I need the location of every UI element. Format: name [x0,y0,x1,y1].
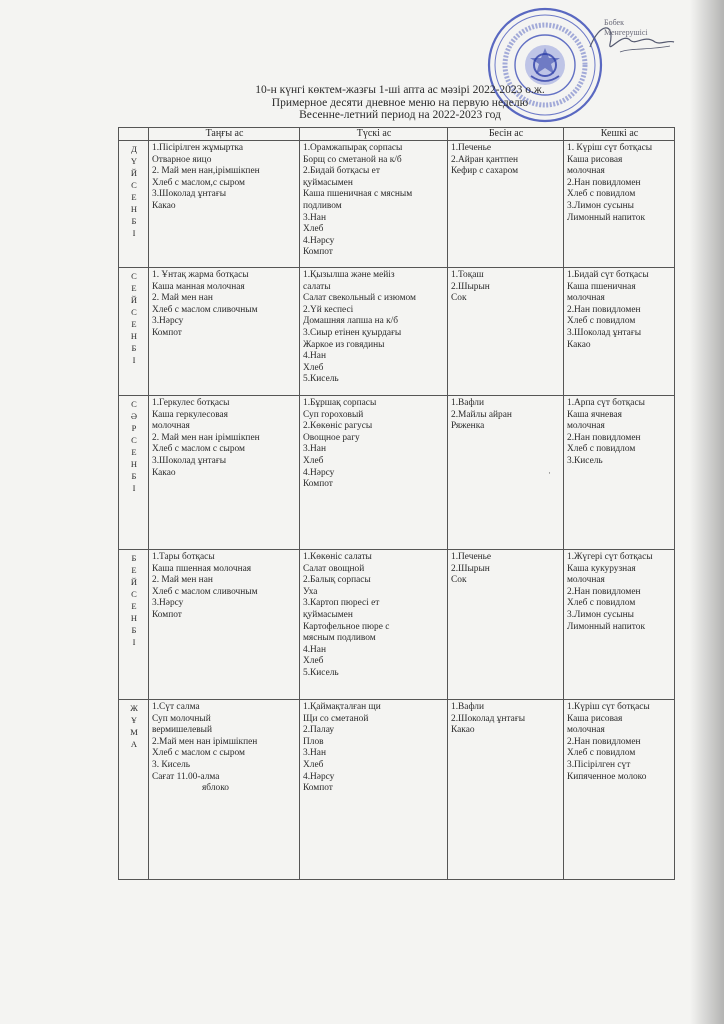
menu-line: 3.Шоколад ұнтағы [567,327,641,338]
menu-line: Лимонный напиток [567,621,645,632]
menu-line: Какао [152,200,176,211]
menu-line: 1.Тары ботқасы [152,552,215,562]
day-letter: С [131,180,137,190]
dinner-cell [564,268,675,396]
menu-line: 1.Сүт салма [152,702,200,712]
menu-line: Каша рисовая [567,713,623,724]
menu-line: молочная [567,725,605,736]
menu-line: Суп гороховый [303,409,364,420]
menu-line: Хлеб [303,455,324,466]
menu-line: 1.Тоқаш [451,270,484,280]
breakfast-cell [149,141,300,268]
menu-line: 2.Майлы айран [451,409,512,420]
menu-line: қуймасымен [303,609,353,620]
table-row [119,268,675,396]
menu-line: Компот [303,247,333,258]
table-row [119,550,675,700]
menu-line: Каша манная молочная [152,281,245,292]
lunch-cell [300,141,448,268]
menu-line: Хлеб [303,759,324,770]
menu-line: 3.Картоп пюресі ет [303,598,380,609]
menu-line: 3.Сиыр етінен қуырдағы [303,327,402,338]
day-letter: Й [130,168,138,178]
dinner-cell [564,141,675,268]
menu-line: Жаркое из говядины [303,339,385,350]
menu-line: Каша пшеничная с мясным [303,189,413,200]
menu-line: 3.Нәрсу [152,598,184,609]
header-row [119,128,675,141]
menu-line: молочная [567,293,605,304]
menu-line: Хлеб с маслом сливочным [152,304,258,315]
menu-line: 3. Кисель [152,759,191,770]
menu-line: Уха [303,586,318,597]
menu-line: Плов [303,736,324,747]
menu-line: 4.Нәрсу [303,467,335,478]
lunch-cell [300,700,448,880]
day-cell [119,550,149,700]
menu-line: 4.Нәрсу [303,771,335,782]
menu-line: 3.Нан [303,212,326,223]
day-letter: І [132,637,136,647]
day-letter: Б [131,343,137,353]
menu-line: 1.Печенье [451,143,492,153]
menu-line: Кипяченное молоко [567,771,647,782]
menu-line: 1.Қаймақталған щи [303,702,381,712]
menu-line: молочная [567,421,605,432]
lunch-cell [300,550,448,700]
menu-line: 1. Ұнтақ жарма ботқасы [152,270,249,280]
menu-line: Сок [451,575,467,586]
menu-line: 3.Лимон сусыны [567,609,634,620]
header-day [119,128,149,141]
menu-line: Сок [451,293,467,304]
menu-line: 2.Нан повидломен [567,586,641,597]
day-letter: А [130,739,138,749]
menu-line: 2. Май мен нан [152,575,213,586]
menu-table [118,127,675,880]
day-letter: Й [130,577,138,587]
menu-line: Щи со сметаной [303,713,369,724]
day-letter: Ә [130,411,138,421]
menu-line: 5.Кисель [303,667,339,678]
day-letter: С [131,399,137,409]
snack-cell [448,141,564,268]
menu-line: подливом [303,200,342,211]
day-letter: Ж [130,703,138,713]
day-letter: Ү [130,156,138,166]
day-letter: С [131,589,137,599]
day-letter: С [131,435,137,445]
menu-line: 3.Нәрсу [152,316,184,327]
day-letter: М [130,727,138,737]
menu-line: 2.Май мен нан ірімшікпен [152,736,258,747]
menu-line: Хлеб [303,224,324,235]
menu-line: Борщ со сметаной на к/б [303,154,402,165]
menu-line: 2.Үй кеспесі [303,304,354,315]
menu-line: 2.Нан повидломен [567,304,641,315]
menu-line: яблоко [202,783,229,794]
menu-line: Какао [152,467,176,478]
menu-line: Хлеб с повидлом [567,444,636,455]
menu-line: Хлеб с повидлом [567,598,636,609]
day-cell [119,700,149,880]
menu-line: 2.Нан повидломен [567,177,641,188]
menu-line: 1.Күріш сүт ботқасы [567,702,650,712]
menu-line: Отварное яицо [152,154,212,165]
signature-line-1: Бобек [604,18,624,27]
header-snack: Бесін ас [448,128,564,141]
menu-line: 1.Қызылша және мейіз [303,270,395,280]
menu-line: 1.Вафли [451,702,484,712]
day-cell [119,141,149,268]
lunch-cell [300,396,448,550]
day-cell [119,396,149,550]
menu-line: Лимонный напиток [567,212,645,223]
table-row [119,396,675,550]
day-cell [119,268,149,396]
menu-line: Домашняя лапша на к/б [303,316,399,327]
menu-line: Хлеб с повидлом [567,189,636,200]
menu-line: 3.Лимон сусыны [567,200,634,211]
lunch-cell [300,268,448,396]
menu-line: Каша рисовая [567,154,623,165]
menu-line: 1.Печенье [451,552,492,562]
snack-cell [448,700,564,880]
menu-line: Каша ячневая [567,409,622,420]
table-row [119,141,675,268]
menu-line: 2. Май мен нан [152,293,213,304]
scan-speck: · [548,468,551,478]
header-breakfast: Таңғы ас [149,128,300,141]
dinner-cell [564,396,675,550]
snack-cell [448,550,564,700]
menu-line: 1.Арпа сүт ботқасы [567,398,645,408]
table-row [119,700,675,880]
menu-line: Хлеб с маслом сливочным [152,586,258,597]
menu-line: Хлеб с маслом,с сыром [152,177,245,188]
menu-line: салаты [303,281,331,292]
menu-line: Хлеб [303,362,324,373]
menu-line: Какао [451,725,475,736]
menu-line: молочная [567,166,605,177]
day-letter: Й [130,295,138,305]
title-line-3: Весенне-летний период на 2022-2023 год [299,109,501,121]
menu-line: 2.Шырын [451,281,490,292]
day-letter: І [132,483,136,493]
menu-line: қуймасымен [303,177,353,188]
header-lunch: Түскі ас [300,128,448,141]
day-letter: С [131,307,137,317]
day-letter: І [132,355,136,365]
menu-line: 3.Шоколад ұнтағы [152,189,226,200]
menu-line: 2.Шырын [451,563,490,574]
menu-line: Каша геркулесовая [152,409,228,420]
menu-line: Хлеб с маслом с сыром [152,444,245,455]
day-letter: І [132,228,136,238]
header-dinner: Кешкі ас [564,128,675,141]
breakfast-cell [149,268,300,396]
day-letter: Б [131,216,137,226]
menu-line: 1.Орамжапырақ сорпасы [303,143,403,153]
menu-line: Хлеб [303,656,324,667]
menu-line: Салат свекольный с изюмом [303,293,416,304]
breakfast-cell [149,550,300,700]
menu-line: 1. Күріш сүт ботқасы [567,143,653,153]
menu-line: Овощное рагу [303,432,360,443]
menu-line: 1.Бұршақ сорпасы [303,398,377,408]
menu-line: Каша пшеничная [567,281,636,292]
title-line-1: 10-н күнгі көктем-жазғы 1-ші апта ас мәзірі 2022-2023 о.ж. [255,84,545,96]
day-letter: Н [130,613,138,623]
menu-line: 1.Жүгері сүт ботқасы [567,552,653,562]
menu-line: 1.Бидай сүт ботқасы [567,270,649,280]
menu-line: Ряженка [451,421,485,432]
menu-line: 3.Нан [303,748,326,759]
menu-line: молочная [567,575,605,586]
menu-line: 2. Май мен нан,ірімшікпен [152,166,260,177]
menu-line: 2.Балық сорпасы [303,575,371,586]
menu-line: 2.Шоколад ұнтағы [451,713,525,724]
menu-line: 2.Нан повидломен [567,736,641,747]
menu-line: Компот [152,609,182,620]
day-letter: Е [131,319,137,329]
day-letter: Б [131,625,137,635]
menu-line: Кефир с сахаром [451,166,519,177]
snack-cell [448,396,564,550]
menu-line: Компот [152,327,182,338]
day-letter: Д [131,144,137,154]
menu-line: 4.Нан [303,644,326,655]
menu-line: Каша кукурузная [567,563,636,574]
menu-line: 2.Көкөніс рагусы [303,421,373,432]
menu-line: Каша пшенная молочная [152,563,252,574]
menu-line: Хлеб с повидлом [567,748,636,759]
menu-line: 2.Айран қантпен [451,154,519,165]
menu-line: 4.Нәрсу [303,235,335,246]
menu-line: Сағат 11.00-алма [152,771,220,782]
signature-caption [604,18,648,38]
dinner-cell [564,700,675,880]
breakfast-cell [149,700,300,880]
menu-line: Картофельное пюре с [303,621,390,632]
day-letter: Н [130,459,138,469]
day-letter: Ұ [130,715,138,725]
menu-line: 3.Нан [303,444,326,455]
menu-line: Суп молочный [152,713,211,724]
menu-line: Салат овощной [303,563,365,574]
day-letter: Е [131,601,137,611]
menu-line: вермишелевый [152,725,212,736]
menu-line: 3.Шоколад ұнтағы [152,455,226,466]
title-line-2: Примерное десяти дневное меню на первую неделю [271,96,529,109]
menu-line: Компот [303,783,333,794]
menu-line: Хлеб с маслом с сыром [152,748,245,759]
day-letter: Е [131,565,137,575]
menu-line: 1.Вафли [451,398,484,408]
menu-line: 1.Көкөніс салаты [303,552,372,562]
snack-cell [448,268,564,396]
menu-line: 1.Геркулес ботқасы [152,398,230,408]
menu-line: 2.Бидай ботқасы ет [303,166,380,177]
signature-line-2: Менгерушісі [604,28,648,37]
menu-line: 3.Кисель [567,455,603,466]
day-letter: Е [131,192,137,202]
menu-line: 5.Кисель [303,374,339,385]
menu-line: 2.Нан повидломен [567,432,641,443]
menu-line: 2.Палау [303,725,335,736]
document-title [190,84,610,122]
menu-line: 1.Пісірілген жұмыртка [152,143,244,153]
menu-line: молочная [152,421,190,432]
day-letter: Б [131,471,137,481]
menu-line: 4.Нан [303,351,326,362]
day-letter: Б [131,553,137,563]
day-letter: Е [131,447,137,457]
scan-edge-shadow [690,0,724,1024]
menu-line: мясным подливом [303,633,376,644]
menu-line: 2. Май мен нан ірімшікпен [152,432,260,443]
menu-line: Хлеб с повидлом [567,316,636,327]
day-letter: Н [130,331,138,341]
day-letter: Н [130,204,138,214]
breakfast-cell [149,396,300,550]
dinner-cell [564,550,675,700]
menu-line: Компот [303,479,333,490]
menu-line: Какао [567,339,591,350]
menu-line: 3.Пісірілген сүт [567,759,631,770]
day-letter: С [131,271,137,281]
day-letter: Е [131,283,137,293]
day-letter: Р [131,423,137,433]
